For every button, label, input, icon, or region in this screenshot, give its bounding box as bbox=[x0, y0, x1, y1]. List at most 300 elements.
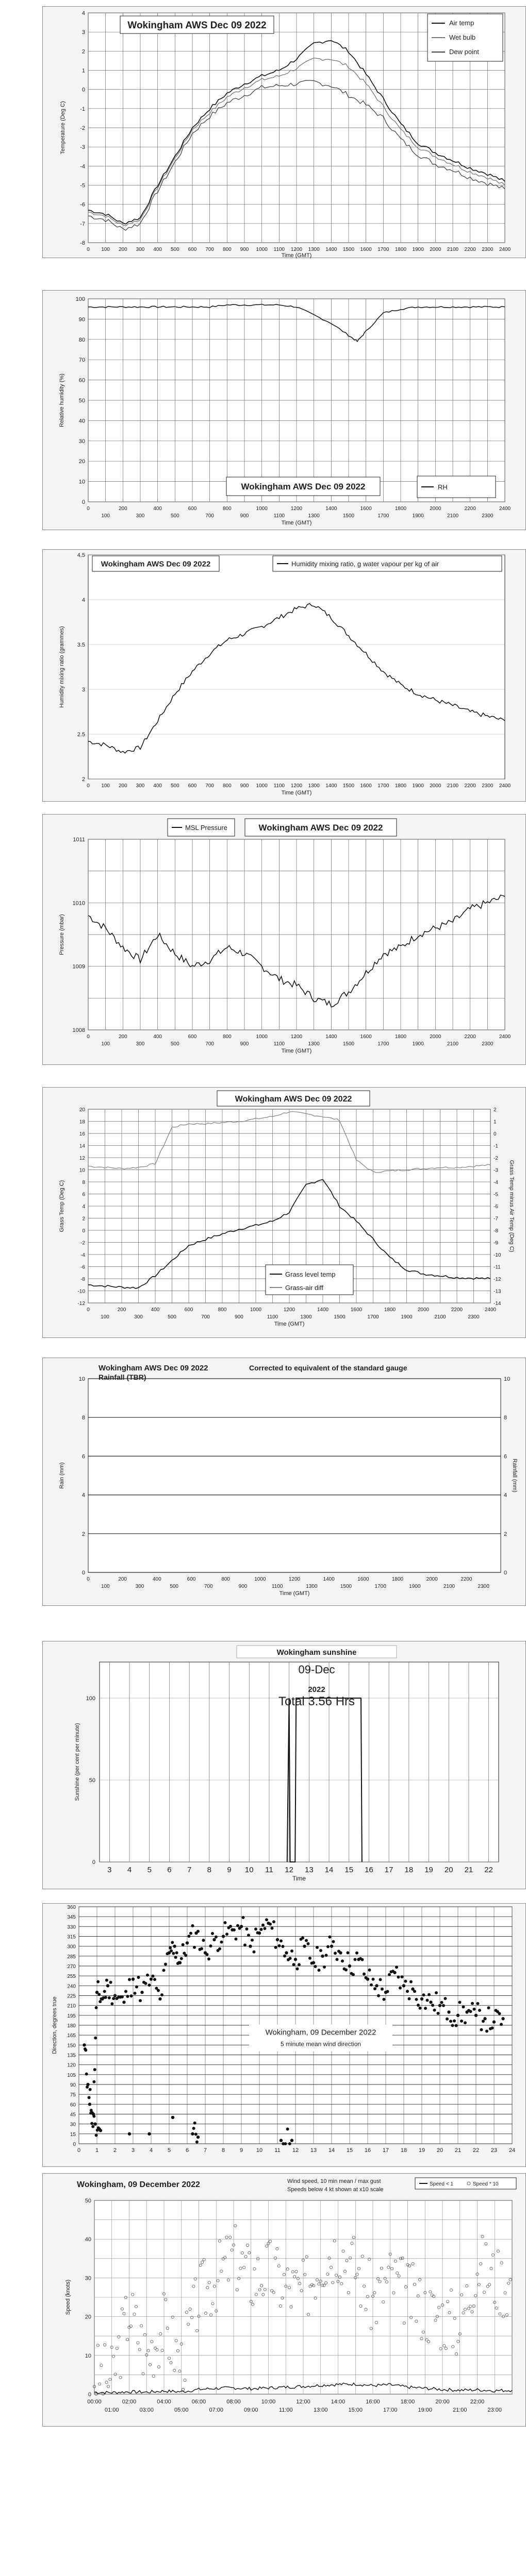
x-tick-label: 2300 bbox=[468, 1314, 480, 1320]
x-tick-label: 900 bbox=[238, 1584, 248, 1589]
x-tick-label: 200 bbox=[117, 1307, 126, 1313]
y-tick-label: 0 bbox=[82, 1228, 85, 1234]
wind-direction-point bbox=[408, 1997, 411, 2001]
wind-direction-point bbox=[225, 1933, 228, 1936]
x-tick-label: 500 bbox=[168, 1314, 176, 1320]
y-axis-label: Pressure (mbar) bbox=[59, 914, 65, 955]
wind-direction-point bbox=[280, 1939, 283, 1942]
y-tick-label: 0 bbox=[92, 1859, 95, 1866]
x-tick-label: 11 bbox=[274, 2147, 281, 2154]
wind-direction-point bbox=[271, 1927, 274, 1930]
wind-direction-point bbox=[426, 1998, 429, 2002]
y-tick-label: -9 bbox=[494, 1240, 498, 1246]
wind-direction-point bbox=[160, 1993, 163, 1996]
wind-direction-point bbox=[96, 1980, 100, 1984]
x-tick-label: 600 bbox=[188, 1034, 197, 1040]
x-tick-label: 19 bbox=[418, 2147, 425, 2154]
x-tick-label: 20 bbox=[436, 2147, 443, 2154]
wind-speed-chart-panel bbox=[42, 2173, 526, 2427]
y-tick-label: 10 bbox=[78, 479, 85, 485]
x-tick-label: 23 bbox=[490, 2147, 498, 2154]
x-tick-label: 02:00 bbox=[122, 2399, 137, 2405]
wind-direction-point bbox=[413, 1990, 416, 1993]
y-tick-label: 50 bbox=[85, 2198, 91, 2204]
y-tick-label: 2 bbox=[494, 1107, 497, 1113]
y-tick-label: 2 bbox=[504, 1531, 507, 1537]
x-tick-label: 8 bbox=[207, 1866, 212, 1874]
wind-direction-point bbox=[370, 1984, 373, 1987]
y-tick-label: 15 bbox=[70, 2131, 76, 2138]
x-tick-label: 24 bbox=[508, 2147, 516, 2154]
wind-direction-point bbox=[243, 1943, 246, 1946]
wind-direction-point bbox=[212, 1938, 216, 1941]
wind-direction-point bbox=[139, 1999, 142, 2002]
y-tick-label: -5 bbox=[494, 1192, 498, 1198]
wind-direction-point bbox=[337, 1950, 340, 1953]
x-tick-label: 1400 bbox=[317, 1307, 329, 1313]
wind-direction-point bbox=[294, 1958, 297, 1961]
x-tick-label: 1500 bbox=[334, 1314, 346, 1320]
x-tick-label: 1100 bbox=[273, 247, 285, 252]
y-axis-label-right: Grass Temp minus Air Temp (Deg C) bbox=[508, 1160, 515, 1252]
y-tick-label: -2 bbox=[80, 125, 85, 131]
legend-label: Speed < 1 bbox=[430, 2181, 453, 2187]
wind-direction-point bbox=[347, 1951, 350, 1954]
humidity-chart bbox=[43, 291, 525, 530]
x-tick-label: 200 bbox=[118, 506, 127, 512]
wind-direction-point bbox=[307, 1942, 310, 1945]
y-axis-label: Rain (mm) bbox=[59, 1462, 65, 1489]
x-tick-label: 14 bbox=[324, 1866, 334, 1874]
wind-direction-point bbox=[109, 1981, 112, 1984]
y-tick-label: 30 bbox=[78, 438, 85, 445]
wind-direction-point bbox=[224, 1921, 227, 1924]
plot-area bbox=[100, 1662, 499, 1862]
x-tick-label: 1300 bbox=[308, 247, 320, 252]
x-tick-label: 400 bbox=[151, 1307, 160, 1313]
x-tick-label: 20:00 bbox=[435, 2399, 450, 2405]
y-tick-label: 6 bbox=[82, 1192, 85, 1198]
chart-note: Wind speed, 10 min mean / max gust bbox=[287, 2178, 381, 2184]
x-tick-label: 1400 bbox=[325, 506, 337, 512]
wind-direction-point bbox=[487, 2006, 490, 2009]
y-tick-label: 8 bbox=[82, 1180, 85, 1185]
x-tick-label: 1000 bbox=[256, 247, 268, 252]
x-tick-label: 06:00 bbox=[191, 2399, 206, 2405]
x-axis-label: Time (GMT) bbox=[281, 520, 312, 526]
y-tick-label: 20 bbox=[79, 1107, 85, 1113]
x-tick-label: 1800 bbox=[395, 783, 407, 789]
wind-direction-point bbox=[492, 2020, 496, 2023]
y-tick-label: 30 bbox=[70, 2122, 76, 2128]
x-tick-label: 2300 bbox=[478, 1584, 489, 1589]
x-tick-label: 1500 bbox=[342, 247, 355, 252]
y-tick-label: -12 bbox=[494, 1277, 501, 1282]
x-tick-label: 16 bbox=[364, 2147, 371, 2154]
x-tick-label: 10 bbox=[256, 2147, 263, 2154]
x-tick-label: 18:00 bbox=[400, 2399, 415, 2405]
x-tick-label: 1200 bbox=[290, 783, 303, 789]
wind-direction-point bbox=[438, 2004, 441, 2007]
x-tick-label: 300 bbox=[136, 513, 145, 519]
wind-direction-point bbox=[172, 1952, 175, 1955]
x-tick-label: 1300 bbox=[308, 1041, 320, 1047]
x-tick-label: 700 bbox=[205, 513, 215, 519]
x-tick-label: 400 bbox=[153, 783, 162, 789]
x-tick-label: 1200 bbox=[290, 506, 303, 512]
wind-direction-point bbox=[471, 2002, 474, 2005]
y-tick-label: -4 bbox=[80, 163, 85, 170]
y-tick-label: 10 bbox=[85, 2352, 91, 2359]
y-tick-label: 1009 bbox=[72, 963, 85, 970]
x-tick-label: 12:00 bbox=[296, 2399, 310, 2405]
wind-direction-point bbox=[93, 2068, 96, 2071]
x-tick-label: 14:00 bbox=[331, 2399, 346, 2405]
x-tick-label: 6 bbox=[167, 1866, 172, 1874]
wind-direction-point bbox=[323, 1965, 326, 1969]
wind-direction-point bbox=[192, 2127, 195, 2130]
wind-direction-point bbox=[110, 2002, 113, 2005]
y-tick-label: 180 bbox=[67, 2023, 76, 2029]
wind-direction-point bbox=[301, 1937, 304, 1940]
wind-direction-point bbox=[256, 1931, 259, 1935]
x-tick-label: 20 bbox=[444, 1866, 453, 1874]
wind-direction-point bbox=[415, 1998, 418, 2001]
y-tick-label: 8 bbox=[504, 1415, 507, 1421]
wind-direction-point bbox=[276, 1938, 279, 1941]
y-tick-label: -1 bbox=[494, 1143, 498, 1149]
wind-direction-point bbox=[424, 2007, 427, 2010]
y-tick-label: 345 bbox=[67, 1914, 76, 1921]
wind-direction-point bbox=[144, 1982, 147, 1985]
x-tick-label: 00:00 bbox=[87, 2399, 102, 2405]
y-tick-label: -8 bbox=[80, 1277, 85, 1282]
chart-subtitle: 5 minute mean wind direction bbox=[280, 2040, 361, 2048]
x-tick-label: 14 bbox=[328, 2147, 335, 2154]
wind-direction-point bbox=[501, 2017, 504, 2020]
wind-direction-point bbox=[474, 2014, 478, 2017]
wind-direction-point bbox=[189, 1931, 192, 1935]
x-tick-label: 1700 bbox=[377, 783, 389, 789]
x-tick-label: 2400 bbox=[484, 1307, 497, 1313]
wind-direction-point bbox=[383, 1998, 386, 2001]
wind-direction-point bbox=[344, 1968, 348, 1971]
wind-direction-point bbox=[191, 2132, 194, 2136]
x-axis-label: Time (GMT) bbox=[274, 1321, 305, 1327]
x-tick-label: 2300 bbox=[482, 1041, 494, 1047]
wind-direction-point bbox=[377, 1994, 380, 1997]
wind-direction-point bbox=[453, 2020, 456, 2023]
y-tick-label: -3 bbox=[494, 1167, 498, 1174]
x-tick-label: 400 bbox=[152, 1577, 161, 1582]
y-tick-label: -4 bbox=[494, 1180, 498, 1185]
x-tick-label: 800 bbox=[222, 1034, 232, 1040]
x-tick-label: 500 bbox=[170, 513, 179, 519]
wind-direction-point bbox=[388, 1973, 391, 1976]
wind-direction-point bbox=[272, 1920, 275, 1923]
wind-direction-point bbox=[352, 1973, 355, 1976]
x-tick-label: 800 bbox=[222, 506, 232, 512]
x-tick-label: 21 bbox=[464, 1866, 473, 1874]
wind-direction-point bbox=[158, 1997, 161, 2001]
x-tick-label: 8 bbox=[221, 2147, 225, 2154]
wind-direction-point bbox=[305, 1939, 308, 1942]
wind-direction-point bbox=[401, 1975, 404, 1978]
wind-direction-point bbox=[375, 1984, 378, 1987]
y-tick-label: -13 bbox=[494, 1289, 501, 1295]
wind-direction-point bbox=[113, 1994, 117, 1997]
x-tick-label: 2000 bbox=[430, 783, 441, 789]
wind-direction-point bbox=[200, 1947, 203, 1950]
chart-title: Wokingham AWS Dec 09 2022 bbox=[258, 823, 383, 833]
y-tick-label: 0 bbox=[81, 1570, 85, 1576]
x-tick-label: 19:00 bbox=[418, 2407, 433, 2413]
x-tick-label: 18 bbox=[400, 2147, 407, 2154]
y-tick-label: 20 bbox=[78, 459, 85, 465]
x-tick-label: 300 bbox=[136, 247, 145, 252]
wind-direction-point bbox=[91, 2125, 94, 2128]
x-tick-label: 400 bbox=[153, 247, 162, 252]
chart-note: Corrected to equivalent of the standard gauge bbox=[249, 1364, 407, 1372]
plot-area bbox=[88, 1379, 501, 1572]
y-tick-label: -10 bbox=[77, 1289, 85, 1295]
wind-direction-point bbox=[182, 1943, 185, 1946]
wind-direction-point bbox=[180, 1957, 183, 1960]
x-tick-label: 2200 bbox=[451, 1307, 463, 1313]
wind-direction-point bbox=[148, 1984, 151, 1987]
wind-direction-point bbox=[354, 1958, 357, 1961]
y-tick-label: 165 bbox=[67, 2033, 76, 2039]
wind-direction-point bbox=[92, 2115, 95, 2118]
wind-direction-point bbox=[395, 1965, 398, 1969]
wind-direction-point bbox=[348, 1964, 351, 1968]
legend-label: Humidity mixing ratio, g water vapour per kg of air bbox=[291, 560, 439, 568]
x-tick-label: 2300 bbox=[482, 513, 494, 519]
y-tick-label: -7 bbox=[494, 1216, 498, 1222]
x-tick-label: 15 bbox=[344, 1866, 354, 1874]
wind-direction-point bbox=[278, 1944, 281, 1947]
x-tick-label: 01:00 bbox=[104, 2407, 119, 2413]
x-tick-label: 200 bbox=[118, 247, 127, 252]
x-tick-label: 2000 bbox=[430, 1034, 441, 1040]
x-tick-label: 0 bbox=[87, 1577, 90, 1582]
wind-direction-point bbox=[485, 2029, 488, 2032]
wind-direction-point bbox=[193, 2122, 196, 2125]
wind-direction-point bbox=[233, 1928, 236, 1931]
x-tick-label: 300 bbox=[136, 1041, 145, 1047]
y-tick-label: 45 bbox=[70, 2112, 76, 2118]
x-tick-label: 900 bbox=[240, 513, 249, 519]
x-tick-label: 800 bbox=[222, 247, 232, 252]
wind-direction-point bbox=[274, 1946, 277, 1949]
y-tick-label: 0 bbox=[81, 499, 85, 505]
x-tick-label: 700 bbox=[205, 247, 215, 252]
y-tick-label: 0 bbox=[494, 1131, 497, 1137]
x-tick-label: 1800 bbox=[395, 506, 407, 512]
wind-direction-point bbox=[146, 1974, 149, 1977]
x-tick-label: 21:00 bbox=[452, 2407, 467, 2413]
x-tick-label: 0 bbox=[87, 1307, 90, 1313]
x-tick-label: 4 bbox=[149, 2147, 153, 2154]
wind-direction-point bbox=[254, 1927, 257, 1930]
wind-direction-point bbox=[318, 1969, 321, 1972]
y-axis-label: Temperature (Deg C) bbox=[60, 101, 66, 155]
y-tick-label: -6 bbox=[80, 1264, 85, 1270]
wind-direction-point bbox=[498, 2012, 501, 2015]
x-tick-label: 5 bbox=[167, 2147, 171, 2154]
wind-direction-point bbox=[238, 1927, 241, 1930]
y-tick-label: -4 bbox=[80, 1252, 85, 1258]
wind-direction-point bbox=[386, 1990, 389, 1993]
wind-direction-point bbox=[135, 1986, 138, 1989]
wind-direction-point bbox=[321, 1955, 324, 1958]
y-tick-label: 4 bbox=[82, 1204, 85, 1210]
wind-direction-point bbox=[229, 1925, 232, 1928]
x-tick-label: 900 bbox=[235, 1314, 243, 1320]
y-tick-label: 90 bbox=[70, 2082, 76, 2088]
wind-direction-point bbox=[122, 2001, 125, 2004]
x-tick-label: 700 bbox=[205, 783, 215, 789]
chart-title: Wokingham AWS Dec 09 2022 bbox=[98, 1364, 208, 1372]
wind-direction-point bbox=[381, 1988, 384, 1991]
x-tick-label: 15:00 bbox=[348, 2407, 363, 2413]
wind-direction-point bbox=[193, 1946, 196, 1949]
wind-direction-point bbox=[92, 2080, 95, 2083]
x-tick-label: 0 bbox=[77, 2147, 81, 2154]
wind-direction-point bbox=[215, 1936, 218, 1939]
x-tick-label: 13:00 bbox=[313, 2407, 328, 2413]
chart-title: Wokingham, 09 December 2022 bbox=[265, 2028, 376, 2037]
wind-direction-point bbox=[330, 1944, 333, 1947]
mixing-ratio-chart-panel bbox=[42, 549, 526, 802]
wind-direction-point bbox=[491, 2026, 494, 2029]
x-tick-label: 1300 bbox=[300, 1314, 312, 1320]
x-tick-label: 1700 bbox=[377, 1041, 389, 1047]
y-tick-label: -6 bbox=[80, 201, 85, 208]
x-tick-label: 5 bbox=[147, 1866, 152, 1874]
wind-direction-point bbox=[316, 1946, 319, 1949]
wind-direction-point bbox=[460, 2020, 463, 2023]
x-tick-label: 700 bbox=[204, 1584, 213, 1589]
x-tick-label: 0 bbox=[87, 506, 90, 512]
x-tick-label: 200 bbox=[118, 1034, 127, 1040]
wind-direction-point bbox=[95, 2006, 98, 2009]
wind-direction-point bbox=[419, 2007, 422, 2010]
wind-direction-point bbox=[282, 1945, 285, 1948]
y-tick-label: 150 bbox=[67, 2043, 76, 2049]
wind-direction-point bbox=[480, 2028, 483, 2031]
x-tick-label: 800 bbox=[222, 783, 232, 789]
x-tick-label: 2100 bbox=[434, 1314, 446, 1320]
wind-direction-point bbox=[314, 1965, 317, 1968]
x-tick-label: 21 bbox=[454, 2147, 462, 2154]
x-tick-label: 1800 bbox=[395, 247, 407, 252]
wind-direction-point bbox=[184, 1954, 187, 1957]
y-tick-label: 1 bbox=[494, 1119, 497, 1125]
x-tick-label: 2400 bbox=[499, 247, 511, 252]
temperature-chart-panel bbox=[42, 6, 526, 258]
x-tick-label: 10 bbox=[244, 1866, 254, 1874]
legend-label: Dew point bbox=[449, 48, 479, 56]
y-tick-label: 1010 bbox=[72, 900, 85, 907]
x-tick-label: 200 bbox=[118, 783, 127, 789]
x-tick-label: 100 bbox=[101, 1314, 109, 1320]
wind-speed-chart bbox=[43, 2174, 525, 2426]
y-tick-label: 210 bbox=[67, 2003, 76, 2009]
x-tick-label: 2100 bbox=[447, 783, 459, 789]
x-tick-label: 2200 bbox=[464, 247, 476, 252]
y-tick-label: 10 bbox=[79, 1167, 85, 1174]
x-tick-label: 1900 bbox=[412, 783, 424, 789]
wind-direction-point bbox=[456, 2014, 459, 2017]
x-tick-label: 600 bbox=[188, 506, 197, 512]
sunshine-chart-panel bbox=[42, 1641, 526, 1889]
x-tick-label: 2100 bbox=[443, 1584, 455, 1589]
y-tick-label: 12 bbox=[79, 1156, 85, 1161]
wind-direction-point bbox=[95, 2133, 98, 2137]
y-tick-label: -12 bbox=[77, 1301, 85, 1307]
y-tick-label: 300 bbox=[67, 1944, 76, 1950]
x-tick-label: 100 bbox=[101, 513, 110, 519]
wind-direction-point bbox=[379, 1978, 382, 1981]
legend-label: Air temp bbox=[449, 19, 474, 27]
wind-direction-point bbox=[242, 1916, 245, 1919]
y-tick-label: -2 bbox=[80, 1240, 85, 1246]
x-tick-label: 23:00 bbox=[487, 2407, 502, 2413]
y-tick-label: 315 bbox=[67, 1934, 76, 1940]
x-tick-label: 22 bbox=[484, 1866, 493, 1874]
x-tick-label: 1 bbox=[95, 2147, 99, 2154]
chart-subtitle: Rainfall (TBR) bbox=[98, 1373, 146, 1381]
wind-direction-point bbox=[428, 1993, 431, 1996]
y-tick-label: 120 bbox=[67, 2062, 76, 2069]
x-tick-label: 15 bbox=[346, 2147, 353, 2154]
x-tick-label: 3 bbox=[131, 2147, 135, 2154]
x-tick-label: 7 bbox=[187, 1866, 192, 1874]
wind-direction-point bbox=[446, 2018, 449, 2021]
wind-direction-point bbox=[86, 2086, 89, 2089]
legend-label: MSL Pressure bbox=[185, 824, 227, 832]
mixing-ratio-chart bbox=[43, 550, 525, 801]
rainfall-chart bbox=[43, 1358, 525, 1605]
wind-direction-point bbox=[218, 1947, 221, 1951]
humidity-chart-panel bbox=[42, 290, 526, 530]
y-tick-label: 50 bbox=[89, 1777, 95, 1784]
wind-direction-point bbox=[440, 2001, 443, 2004]
x-tick-label: 1800 bbox=[384, 1307, 396, 1313]
chart-title: Wokingham AWS Dec 09 2022 bbox=[235, 1094, 352, 1104]
y-tick-label: 10 bbox=[78, 1376, 85, 1382]
chart-title: Wokingham, 09 December 2022 bbox=[77, 2180, 200, 2189]
x-tick-label: 04:00 bbox=[157, 2399, 171, 2405]
wind-direction-point bbox=[449, 2020, 452, 2023]
wind-direction-point bbox=[399, 1987, 402, 1990]
x-tick-label: 2400 bbox=[499, 506, 511, 512]
x-tick-label: 500 bbox=[170, 1584, 179, 1589]
x-tick-label: 22:00 bbox=[470, 2399, 485, 2405]
wind-direction-point bbox=[289, 1957, 292, 1960]
wind-direction-point bbox=[94, 2037, 97, 2040]
y-tick-label: 70 bbox=[78, 357, 85, 364]
wind-direction-point bbox=[126, 1995, 129, 1998]
wind-direction-point bbox=[363, 1973, 366, 1976]
wind-direction-point bbox=[186, 1941, 189, 1944]
wind-direction-point bbox=[482, 2020, 485, 2023]
wind-direction-point bbox=[326, 1945, 330, 1948]
x-tick-label: 1700 bbox=[374, 1584, 386, 1589]
x-tick-label: 1600 bbox=[360, 1034, 372, 1040]
wind-direction-point bbox=[206, 1953, 209, 1956]
